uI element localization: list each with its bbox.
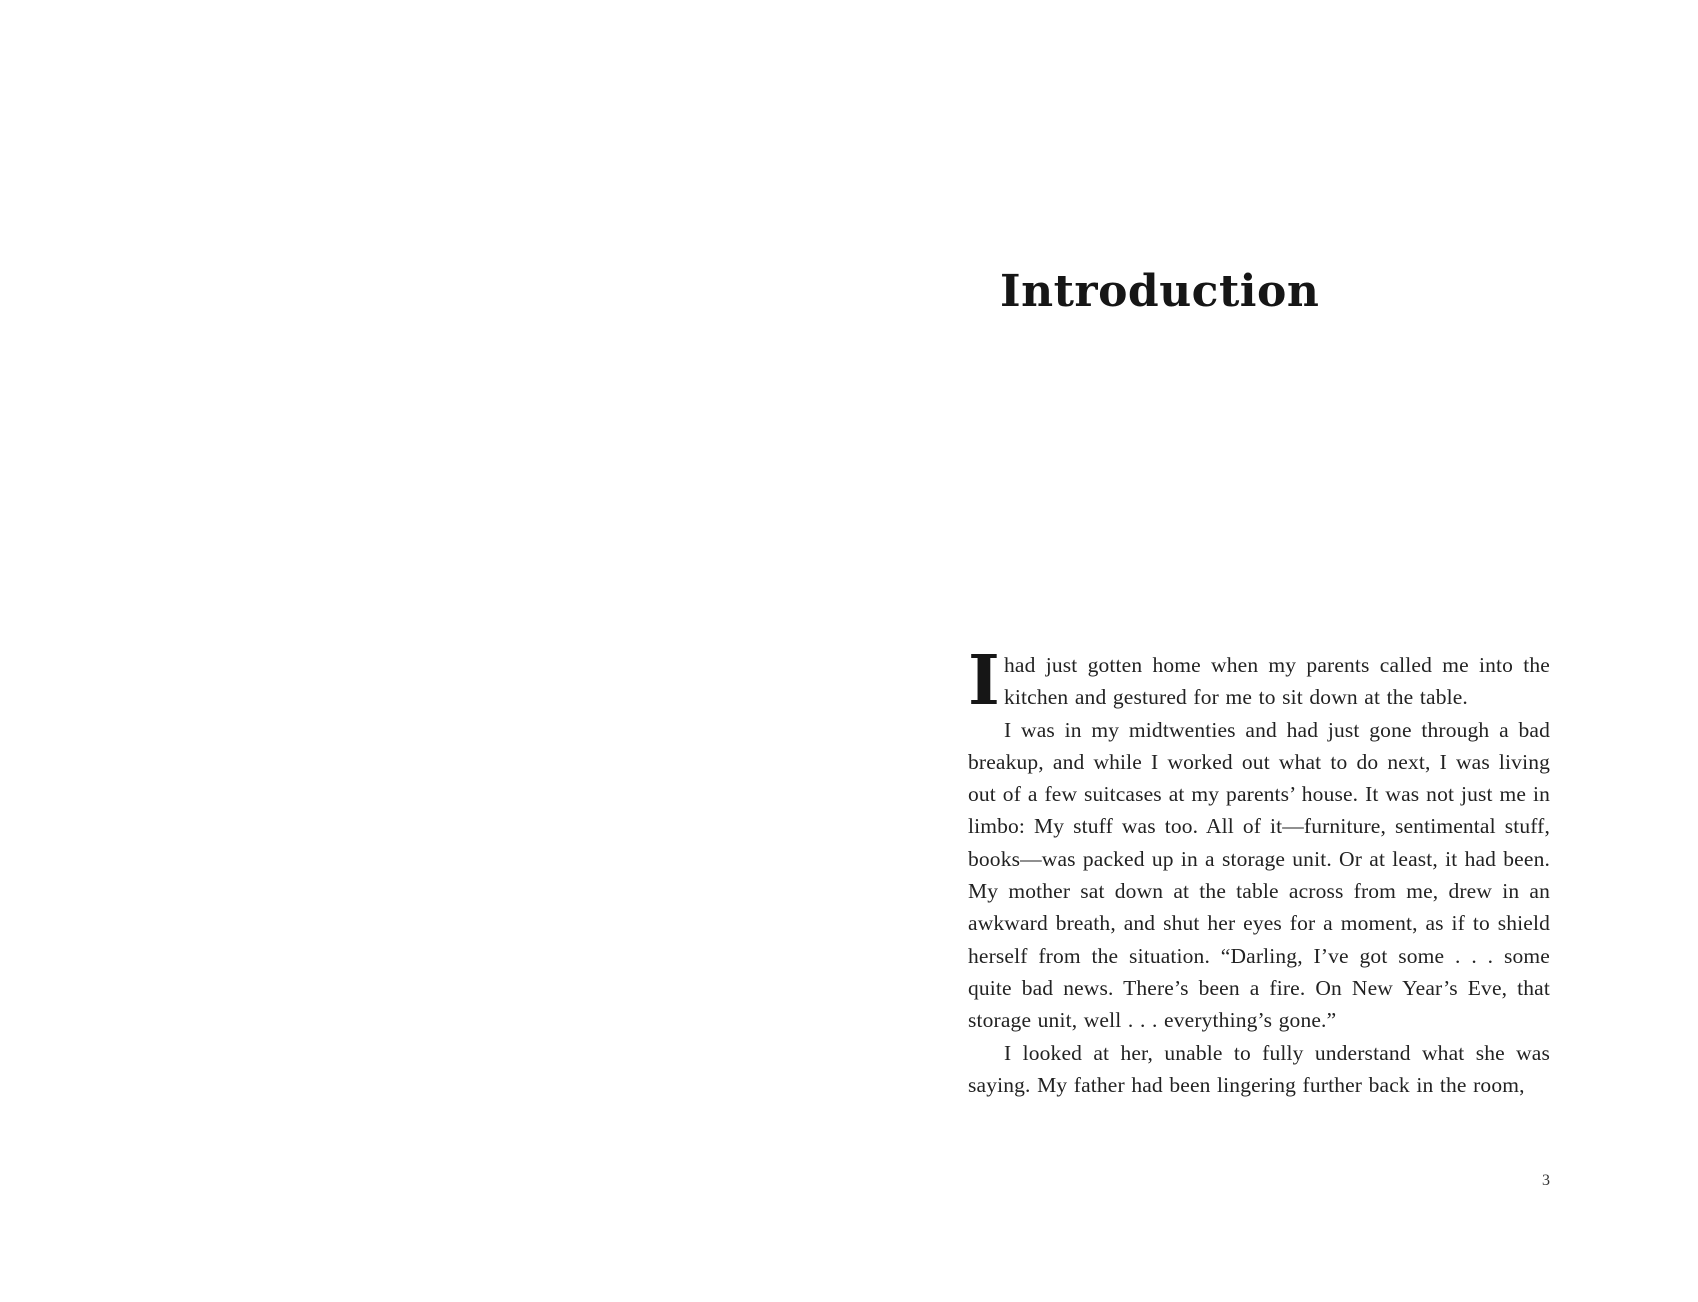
chapter-title: Introduction (1000, 266, 1320, 317)
opening-paragraph: had just gotten home when my parents called me into the kitchen and gestured for me to sit down at the table. (1004, 653, 1550, 710)
page-number: 3 (1542, 1172, 1550, 1189)
drop-cap: I (968, 641, 1000, 721)
body-paragraph: I was in my midtwenties and had just gone through a bad breakup, and while I worked out what to do next, I was living out of a few suitcases at my parents’ house. It was not just me in limbo: My stuff was too. All of it—furniture, sentimental stuff, books—was packed up in a storage unit. Or at least, it had been. My mother sat down at the table across from me, drew in an awkward breath, and shut her eyes for a moment, as if to shield herself from the situation. “Darling, I’ve got some . . . some quite bad news. There’s been a fire. On New Year’s Eve, that storage unit, well . . . everything’s gone.” (968, 717, 1550, 1033)
opening-paragraph-block (968, 641, 1550, 721)
chapter-body-text (968, 641, 1550, 1101)
body-paragraph: I looked at her, unable to fully understand what she was saying. My father had been lingering further back in the room, (968, 1040, 1550, 1097)
